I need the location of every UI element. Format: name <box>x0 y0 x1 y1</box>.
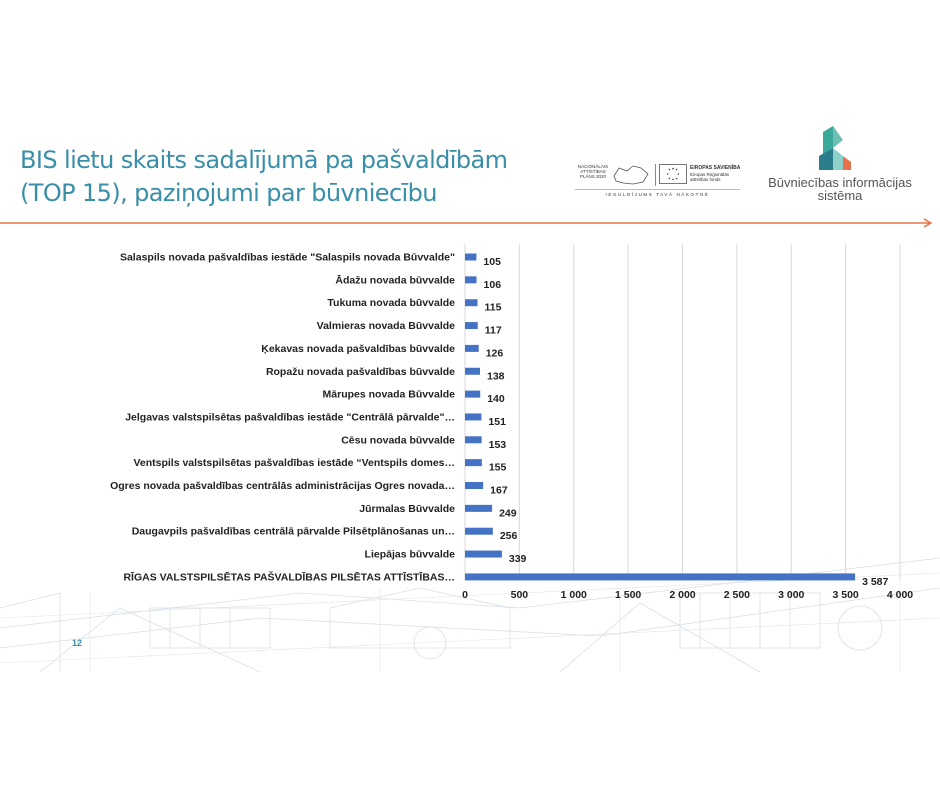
bar <box>465 391 480 398</box>
x-tick-label: 2 500 <box>723 589 751 601</box>
x-tick-label: 1 000 <box>560 589 587 601</box>
data-label: 115 <box>484 301 502 314</box>
data-label: 151 <box>488 415 506 428</box>
category-label: Mārupes novada Būvvalde <box>322 388 455 401</box>
x-tick-label: 0 <box>462 589 468 601</box>
data-label: 105 <box>483 256 501 268</box>
bis-logo-line1: Būvniecības informācijas <box>768 175 912 190</box>
category-label: Valmieras novada Būvvalde <box>316 320 455 333</box>
x-tick-label: 3 000 <box>778 589 805 601</box>
bar <box>465 528 493 535</box>
category-label: Ādažu novada būvvalde <box>335 274 455 287</box>
bar-chart <box>0 242 940 622</box>
data-label: 126 <box>485 347 504 360</box>
bar <box>465 322 478 329</box>
bar <box>465 459 482 466</box>
latvia-map-icon <box>611 162 651 188</box>
data-label: 155 <box>488 461 507 474</box>
logo-divider <box>575 189 740 190</box>
category-label: Tukuma novada būvvalde <box>327 297 455 310</box>
bar <box>465 436 482 443</box>
title-underline-arrow <box>0 218 940 228</box>
bis-logo-icon <box>815 126 855 172</box>
slide-title <box>20 144 507 210</box>
data-label: 117 <box>484 324 502 337</box>
eu-funding-logos <box>575 162 745 204</box>
bar <box>465 299 478 306</box>
eu-tagline: IEGULDĪJUMS TAVĀ NĀKOTNĒ <box>605 192 710 197</box>
slide <box>0 88 940 672</box>
data-label: 3 587 <box>862 575 889 588</box>
bis-logo-text <box>760 176 920 202</box>
x-tick-label: 500 <box>510 589 529 601</box>
category-label: Jelgavas valstspilsētas pašvaldības iestāde "Centrālā pārvalde"… <box>125 411 455 424</box>
bis-logo-line2: sistēma <box>817 188 863 203</box>
bar <box>465 413 481 420</box>
data-label: 339 <box>508 553 527 566</box>
page-number: 12 <box>72 638 83 648</box>
category-label: Cēsu novada būvvalde <box>341 434 455 447</box>
bar <box>465 482 483 489</box>
eu-fund-label: Eiropas Reģionālās attīstības fonds <box>690 171 730 182</box>
category-label: Jūrmalas Būvvalde <box>359 502 455 515</box>
eu-union-text <box>690 166 748 183</box>
category-label: Ropažu novada pašvaldības būvvalde <box>265 365 455 378</box>
category-label: Ogres novada pašvaldības centrālās administrācijas Ogres novada… <box>110 480 455 492</box>
bar <box>465 505 492 512</box>
data-label: 106 <box>483 278 502 291</box>
data-label: 256 <box>499 530 518 543</box>
category-label: Liepājas būvvalde <box>364 548 455 561</box>
data-label: 138 <box>487 370 505 383</box>
eu-flag-icon <box>659 164 687 184</box>
data-label: 249 <box>499 507 517 520</box>
bar <box>465 573 855 580</box>
x-tick-label: 4 000 <box>886 589 914 601</box>
bar <box>465 345 479 352</box>
x-tick-label: 2 000 <box>669 589 696 601</box>
bar <box>465 551 502 558</box>
category-label: Ķekavas novada pašvaldības būvvalde <box>261 342 455 355</box>
data-label: 167 <box>490 484 508 497</box>
slide-title-line2: (TOP 15), paziņojumi par būvniecību <box>20 179 437 207</box>
bar <box>465 368 480 375</box>
bar <box>465 254 476 261</box>
category-label: RĪGAS VALSTSPILSĒTAS PAŠVALDĪBAS PILSĒTAS ATTĪSTĪBAS… <box>123 571 455 584</box>
category-label: Ventspils valstspilsētas pašvaldības iestāde “Ventspils domes… <box>133 457 455 470</box>
data-label: 140 <box>487 393 505 406</box>
bar <box>465 276 477 283</box>
x-tick-label: 3 500 <box>832 589 859 601</box>
logo-separator <box>655 164 656 186</box>
category-label: Salaspils novada pašvaldības iestāde "Salaspils novada Būvvalde" <box>119 251 455 264</box>
slide-title-line1: BIS lietu skaits sadalījumā pa pašvaldībām <box>20 146 508 174</box>
data-label: 153 <box>488 438 507 451</box>
category-label: Daugavpils pašvaldības centrālā pārvalde Pilsētplānošanas un… <box>131 525 455 538</box>
eu-union-label: EIROPAS SAVIENĪBA <box>690 165 741 171</box>
eu-plan-text: NACIONĀLAIS ATTĪSTĪBAS PLĀNS 2020 <box>577 164 609 179</box>
x-tick-label: 1 500 <box>614 589 642 601</box>
bis-logo <box>760 126 920 206</box>
